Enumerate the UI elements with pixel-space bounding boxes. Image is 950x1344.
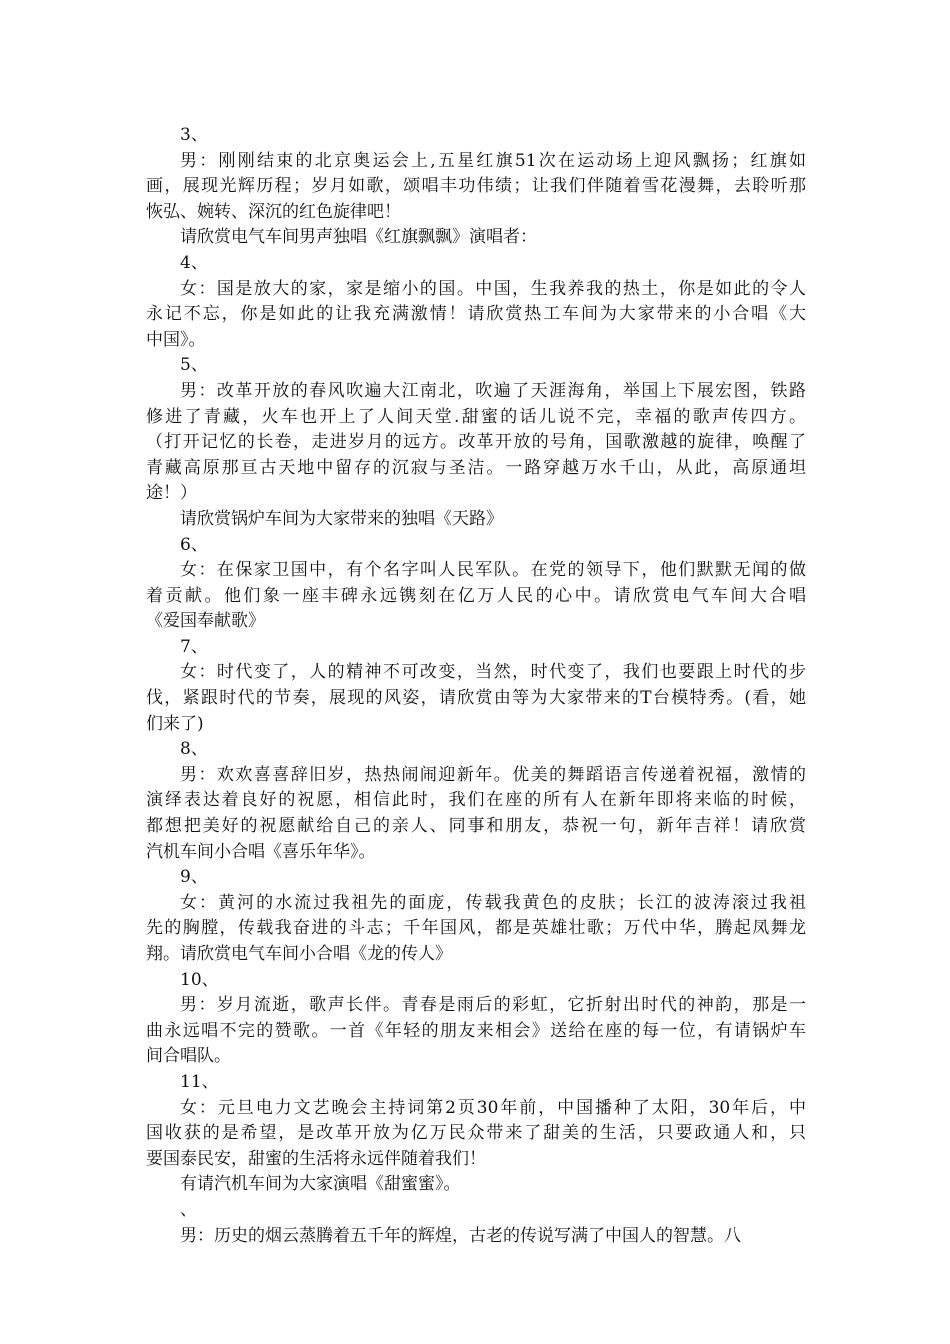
text-line: 要国泰民安，甜蜜的生活将永远伴随着我们！ — [146, 1148, 486, 1169]
text-line: 青藏高原那亘古天地中留存的沉寂与圣洁。一路穿越万水千山，从此，高原通坦 — [146, 457, 806, 478]
text-line: 演绎表达着良好的祝愿，相信此时，我们在座的所有人在新年即将来临的时候， — [146, 790, 806, 811]
item-number: 9、 — [180, 867, 208, 888]
text-line: 永记不忘，你是如此的让我充满激情！请欣赏热工车间为大家带来的小合唱《大 — [146, 304, 806, 325]
text-line: 恢弘、婉转、深沉的红色旋律吧！ — [146, 201, 401, 222]
text-line: 汽机车间小合唱《喜乐年华》。 — [146, 841, 376, 862]
program-note: 有请汽机车间为大家演唱《甜蜜蜜》。 — [180, 1174, 461, 1195]
host-line: 女：黄河的水流过我祖先的面庞，传载我黄色的皮肤；长江的波涛滚过我祖 — [180, 892, 806, 913]
host-line: 女：在保家卫国中，有个名字叫人民军队。在党的领导下，他们默默无闻的做 — [180, 560, 806, 581]
text-line: 伐，紧跟时代的节奏，展现的风姿，请欣赏由等为大家带来的T台模特秀。(看，她 — [146, 688, 806, 709]
text-line: 曲永远唱不完的赞歌。一首《年轻的朋友来相会》送给在座的每一位，有请锅炉车 — [146, 1020, 806, 1041]
text-line: 着贡献。他们象一座丰碑永远镌刻在亿万人民的心中。请欣赏电气车间大合唱 — [146, 585, 806, 606]
text-line: 翔。请欣赏电气车间小合唱《龙的传人》 — [146, 944, 452, 964]
text-line: （打开记忆的长卷，走进岁月的远方。改革开放的号角，国歌激越的旋律，唤醒了 — [146, 432, 806, 453]
item-number: 、 — [180, 1199, 197, 1220]
item-number: 10、 — [180, 969, 219, 990]
host-line: 女：元旦电力文艺晚会主持词第2页30年前，中国播种了太阳，30年后，中 — [180, 1097, 806, 1118]
program-note: 请欣赏锅炉车间为大家带来的独唱《天路》 — [180, 508, 503, 529]
text-line: 修进了青藏，火车也开上了人间天堂.甜蜜的话儿说不完，幸福的歌声传四方。 — [146, 406, 806, 427]
host-line: 男：刚刚结束的北京奥运会上,五星红旗51次在运动场上迎风飘扬；红旗如 — [180, 150, 806, 171]
host-line: 男：改革开放的春风吹遍大江南北，吹遍了天涯海角，举国上下展宏图，铁路 — [180, 380, 806, 401]
host-line: 男：历史的烟云蒸腾着五千年的辉煌，古老的传说写满了中国人的智慧。八 — [180, 1225, 741, 1246]
item-number: 5、 — [180, 355, 208, 376]
document-page — [146, 123, 806, 1249]
text-line: 都想把美好的祝愿献给自己的亲人、同事和朋友，恭祝一句，新年吉祥！请欣赏 — [146, 816, 806, 837]
item-number: 6、 — [180, 534, 208, 555]
text-line: 间合唱队。 — [146, 1046, 231, 1067]
item-number: 4、 — [180, 252, 208, 273]
text-line: 先的胸膛，传载我奋进的斗志；千年国风，都是英雄壮歌；万代中华，腾起凤舞龙 — [146, 918, 806, 939]
text-line: 《爱国奉献歌》 — [146, 611, 265, 632]
text-line: 们来了) — [146, 713, 204, 734]
host-line: 男：岁月流逝，歌声长伴。青春是雨后的彩虹，它折射出时代的神韵，那是一 — [180, 995, 806, 1016]
item-number: 7、 — [180, 636, 208, 657]
text-line: 画，展现光辉历程；岁月如歌，颂唱丰功伟绩；让我们伴随着雪花漫舞，去聆听那 — [146, 176, 806, 197]
text-line: 途！） — [146, 483, 197, 504]
text-line: 中国》。 — [146, 329, 206, 350]
item-number: 11、 — [180, 1071, 219, 1092]
host-line: 女：国是放大的家，家是缩小的国。中国，生我养我的热土，你是如此的令人 — [180, 278, 806, 299]
item-number: 3、 — [180, 125, 208, 145]
host-line: 女：时代变了，人的精神不可改变，当然，时代变了，我们也要跟上时代的步 — [180, 662, 806, 683]
host-line: 男：欢欢喜喜辞旧岁，热热闹闹迎新年。优美的舞蹈语言传递着祝福，激情的 — [180, 764, 806, 785]
text-line: 国收获的是希望，是改革开放为亿万民众带来了甜美的生活，只要政通人和，只 — [146, 1123, 806, 1144]
item-number: 8、 — [180, 739, 208, 760]
program-note: 请欣赏电气车间男声独唱《红旗飘飘》演唱者： — [180, 227, 537, 248]
